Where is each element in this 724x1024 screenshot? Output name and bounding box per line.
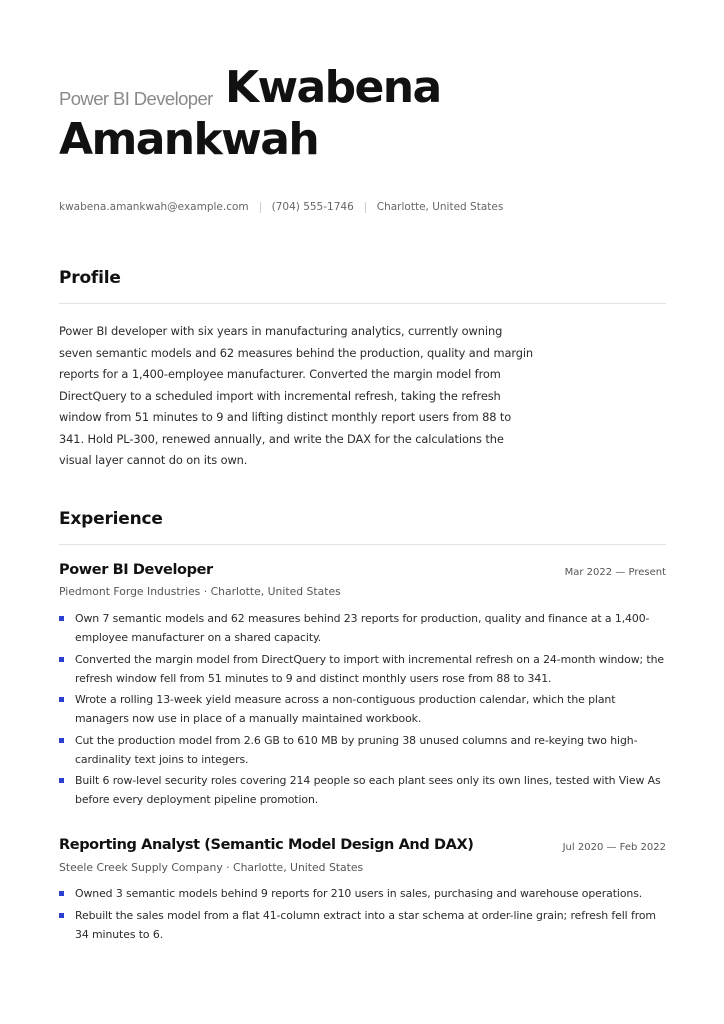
job-bullet — [59, 690, 666, 728]
job-title: Power BI Developer — [59, 562, 213, 578]
job-bullet — [59, 650, 666, 688]
job-title: Reporting Analyst (Semantic Model Design And DAX) — [59, 837, 474, 853]
bullet-text: Own 7 semantic models and 62 measures behind 23 reports for production, quality and finance at a 1,400-employee manufacturer on a shared capacity. — [75, 612, 650, 644]
bullet-marker — [59, 738, 64, 743]
job-dates: Jul 2020 — Feb 2022 — [562, 842, 666, 853]
bullet-text: Converted the margin model from DirectQuery to import with incremental refresh on a 24-month window; the refresh window fell from 51 minutes to 9 and distinct monthly users rose from 88 to 341. — [75, 652, 664, 685]
bullet-marker — [59, 697, 64, 702]
bullet-text: Rebuilt the sales model from a flat 41-column extract into a star schema at order-line grain; refresh fell from 34 minutes to 6. — [75, 908, 656, 941]
bullet-text: Owned 3 semantic models behind 9 reports for 210 users in sales, purchasing and warehouse operations. — [75, 887, 643, 900]
bullet-marker — [59, 778, 64, 783]
profile-summary: Power BI developer with six years in manufacturing analytics, currently owning seven semantic models and 62 measures behind the production, quality and margin reports for a 1,400-employee manufacturer. Converted the margin model from DirectQuery to a scheduled import with incremental refresh, taking the refresh window from 51 minutes to 9 and lifting distinct monthly report users from 88 to 341. Hold PL-300, renewed annually, and write the DAX for the calculations the visual layer cannot do on its own. — [59, 324, 534, 467]
bullet-marker — [59, 616, 64, 621]
bullet-marker — [59, 891, 64, 896]
contact-divider — [260, 202, 261, 213]
contact-phone[interactable]: (704) 555-1746 — [271, 201, 354, 213]
job-bullet — [59, 771, 666, 809]
profile-heading: Profile — [59, 268, 121, 288]
job-bullets — [59, 609, 666, 812]
job-bullet — [59, 731, 666, 769]
bullet-text: Cut the production model from 2.6 GB to 610 MB by pruning 38 unused columns and re-keying two high-cardinality text joins to integers. — [75, 733, 638, 766]
job-bullet — [59, 906, 666, 944]
name-first: Kwabena — [225, 62, 441, 113]
contact-email[interactable]: kwabena.amankwah@example.com — [59, 201, 249, 213]
bullet-marker — [59, 913, 64, 918]
job-company: Piedmont Forge Industries · Charlotte, United States — [59, 585, 341, 598]
experience-divider — [59, 544, 666, 545]
name-last: Amankwah — [59, 114, 319, 165]
profile-divider — [59, 303, 666, 304]
bullet-text: Built 6 row-level security roles covering 214 people so each plant sees only its own lines, tested with View As before every deployment pipeline promotion. — [75, 774, 661, 806]
job-dates: Mar 2022 — Present — [564, 567, 666, 578]
bullet-text: Wrote a rolling 13-week yield measure across a non-contiguous production calendar, which the plant managers now use in place of a manually maintained workbook. — [75, 693, 616, 725]
bullet-marker — [59, 657, 64, 662]
contact-line — [59, 201, 503, 213]
job-company: Steele Creek Supply Company · Charlotte, United States — [59, 861, 364, 874]
job-bullet — [59, 609, 666, 647]
role-title: Power BI Developer — [59, 88, 213, 109]
experience-heading: Experience — [59, 509, 163, 529]
contact-divider — [365, 202, 366, 213]
job-bullet — [59, 884, 666, 903]
job-bullets — [59, 884, 666, 946]
contact-location: Charlotte, United States — [376, 201, 504, 213]
